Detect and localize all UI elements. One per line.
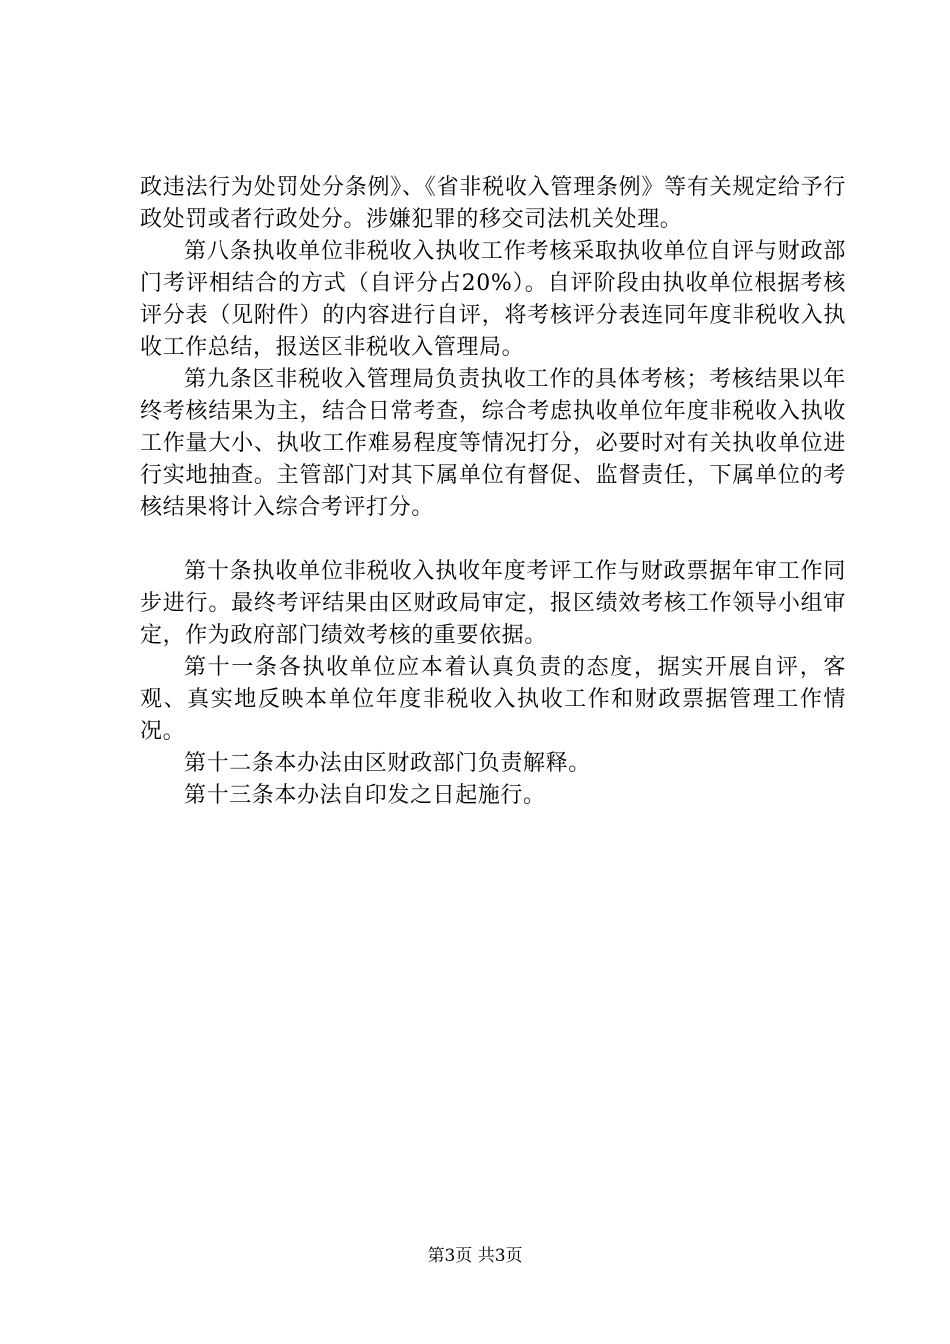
paragraph-article-11: 第十一条各执收单位应本着认真负责的态度，据实开展自评，客观、真实地反映本单位年度非税收入执收工作和财政票据管理工作情况。	[140, 655, 846, 744]
paragraph-article-12: 第十二条本办法由区财政部门负责解释。	[184, 751, 591, 776]
page-number-footer: 第3页 共3页	[427, 1246, 523, 1266]
document-body	[140, 172, 846, 812]
paragraph-continuation: 政违法行为处罚处分条例》、《省非税收入管理条例》等有关规定给予行政处罚或者行政处分。涉嫌犯罪的移交司法机关处理。	[140, 175, 846, 232]
paragraph-article-10: 第十条执收单位非税收入执收年度考评工作与财政票据年审工作同步进行。最终考评结果由区财政局审定，报区绩效考核工作领导小组审定，作为政府部门绩效考核的重要依据。	[140, 559, 846, 648]
paragraph-article-13: 第十三条本办法自印发之日起施行。	[184, 783, 546, 808]
paragraph-article-9: 第九条区非税收入管理局负责执收工作的具体考核；考核结果以年终考核结果为主，结合日常考查，综合考虑执收单位年度非税收入执收工作量大小、执收工作难易程度等情况打分，必要时对有关执收单位进行实地抽查。主管部门对其下属单位有督促、监督责任，下属单位的考核结果将计入综合考评打分。	[140, 367, 846, 520]
paragraph-article-8: 第八条执收单位非税收入执收工作考核采取执收单位自评与财政部门考评相结合的方式（自评分占20%）。自评阶段由执收单位根据考核评分表（见附件）的内容进行自评，将考核评分表连同年度非税收入执收工作总结，报送区非税收入管理局。	[140, 239, 846, 360]
